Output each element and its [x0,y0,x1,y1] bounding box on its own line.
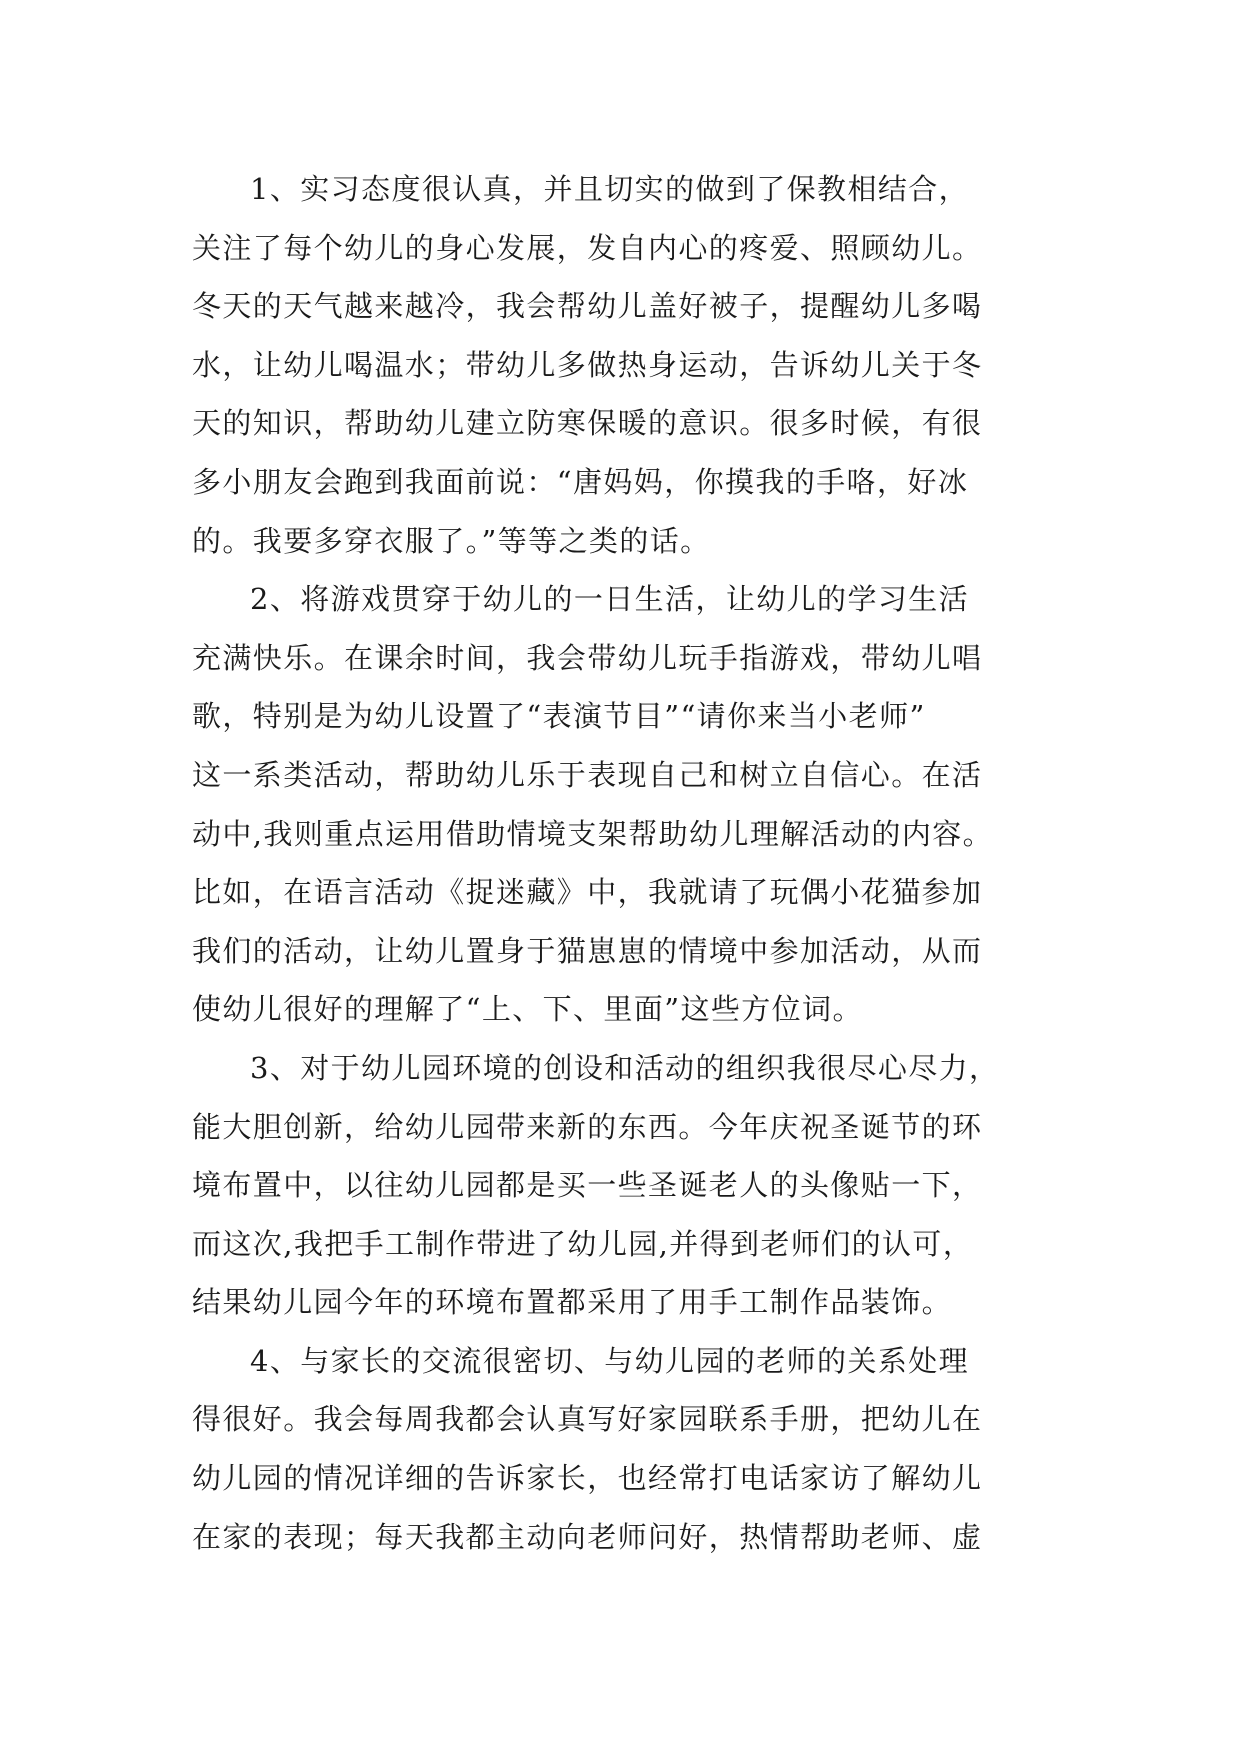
paragraph-2-line-2: 充满快乐。在课余时间，我会带幼儿玩手指游戏，带幼儿唱 [192,640,983,675]
paragraph-2-line-8: 使幼儿很好的理解了“上、下、里面”这些方位词。 [192,992,863,1027]
paragraph-1-line-3: 冬天的天气越来越冷，我会帮幼儿盖好被子，提醒幼儿多喝 [192,289,983,324]
paragraph-1-line-4: 水，让幼儿喝温水；带幼儿多做热身运动，告诉幼儿关于冬 [192,347,983,382]
paragraph-2-line-3: 歌，特别是为幼儿设置了“表演节目”“请你来当小老师” [192,699,926,734]
paragraph-4-line-4: 在家的表现；每天我都主动向老师问好，热情帮助老师、虚 [192,1519,983,1554]
paragraph-1-line-5: 天的知识，帮助幼儿建立防寒保暖的意识。很多时候，有很 [192,406,983,441]
paragraph-2-line-1: 2、将游戏贯穿于幼儿的一日生活，让幼儿的学习生活 [250,582,970,617]
paragraph-1-line-1: 1、实习态度很认真，并且切实的做到了保教相结合， [250,172,970,206]
paragraph-3-line-1: 3、对于幼儿园环境的创设和活动的组织我很尽心尽力， [250,1050,1000,1085]
paragraph-1-line-2: 关注了每个幼儿的身心发展，发自内心的疼爱、照顾幼儿。 [192,230,983,265]
paragraph-4-line-2: 得很好。我会每周我都会认真写好家园联系手册，把幼儿在 [192,1402,983,1437]
paragraph-2-line-6: 比如，在语言活动《捉迷藏》中，我就请了玩偶小花猫参加 [192,875,983,910]
paragraph-1-line-7: 的。我要多穿衣服了。”等等之类的话。 [192,523,711,558]
paragraph-2-line-5: 动中,我则重点运用借助情境支架帮助幼儿理解活动的内容。 [192,816,994,851]
paragraph-2-line-4: 这一系类活动，帮助幼儿乐于表现自己和树立自信心。在活 [192,757,983,792]
paragraph-1-line-6: 多小朋友会跑到我面前说：“唐妈妈，你摸我的手咯，好冰 [192,464,969,499]
paragraph-3-line-3: 境布置中，以往幼儿园都是买一些圣诞老人的头像贴一下， [192,1168,983,1203]
document-body [192,160,1082,1566]
paragraph-4-line-1: 4、与家长的交流很密切、与幼儿园的老师的关系处理 [250,1343,970,1378]
paragraph-3-line-5: 结果幼儿园今年的环境布置都采用了用手工制作品装饰。 [192,1285,953,1320]
paragraph-4-line-3: 幼儿园的情况详细的告诉家长，也经常打电话家访了解幼儿 [192,1461,983,1496]
paragraph-3-line-4: 而这次,我把手工制作带进了幼儿园,并得到老师们的认可， [192,1226,974,1261]
paragraph-2-line-7: 我们的活动，让幼儿置身于猫崽崽的情境中参加活动，从而 [192,933,983,968]
paragraph-3-line-2: 能大胆创新，给幼儿园带来新的东西。今年庆祝圣诞节的环 [192,1109,983,1144]
